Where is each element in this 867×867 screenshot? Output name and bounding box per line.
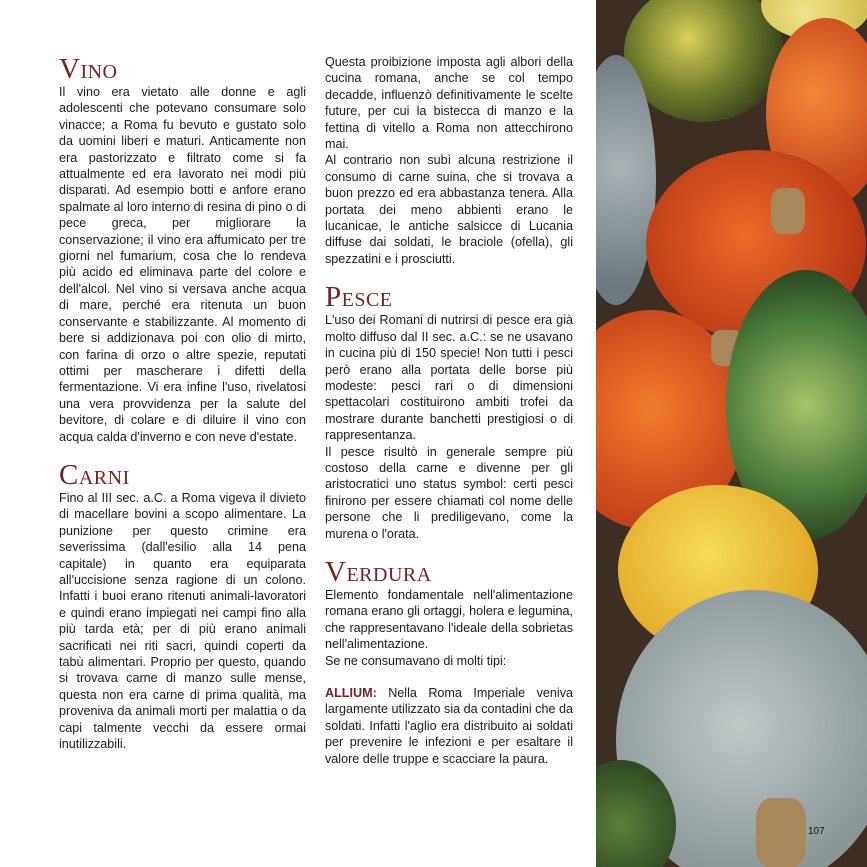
left-column	[59, 54, 306, 752]
carni-paragraph-3: Al contrario non subì alcuna restrizione il consumo di carne suina, che si trovava a buon prezzo ed era abbastanza tenera. Alla portata dei meno abbienti erano le lucanicae, le antiche salsicce di Lucania diffuse dai soldati, le braciole (ofella), gli spezzatini e i prosciutti.	[325, 153, 573, 266]
allium-label: ALLIUM:	[325, 686, 377, 700]
carni-paragraph-2: Questa proibizione imposta agli albori della cucina romana, anche se col tempo decadde, influenzò definitivamente le scelte future, per cui la bistecca di manzo e la fettina di vitello a Roma non attecchirono mai.	[325, 55, 573, 152]
pesce-paragraph-2: Il pesce risultò in generale sempre più costoso della carne e divenne per gli aristocratici uno status symbol: certi pesci finirono per essere chiamati col nome delle persone che li prediligevano, come la murena o l'orata.	[325, 444, 573, 541]
pesce-paragraph-1: L'uso dei Romani di nutrirsi di pesce era già molto diffuso dal II sec. a.C.: se ne usavano in cucina più di 150 specie! Non tutti i pesci però erano alla portata delle borse più modeste: pesci rari o di dimensioni spettacolari costituirono ambiti trofei da mostrare durante banchetti prestigiosi o di rappresentanza.	[325, 313, 573, 443]
carni-paragraph-1: Fino al III sec. a.C. a Roma vigeva il divieto di macellare bovini a scopo alimentare. La punizione per questo crimine era severissima (dall'esilio alla 14 pena capitale) in quanto era equiparata all'uccisione senza ragione di un colono. Infatti i buoi erano ritenuti animali-lavoratori e quindi erano impiegati nei campi fino alla più tarda età; per di più erano animali sacrificati nei riti sacri, quindi coperti da tabù alimentari. Proprio per questo, quando si trovava carne di manzo sulle mense, questa non era carne di prima qualità, ma proveniva da animali morti per malattia o da capi talmente vecchi da essere ormai inutilizzabili.	[59, 490, 306, 752]
vino-paragraph: Il vino era vietato alle donne e agli adolescenti che potevano consumare solo vinacce; a Roma fu bevuto e gustato solo da uomini liberi e maturi. Anticamente non era pastorizzato e filtrato come si fa attualmente ed era lavorato nei modi più disparati. Ad esempio botti e anfore erano spalmate al loro interno di resina di pino o di pece greca, per migliorare la conservazione; il vino era affumicato per tre giorni nel fumarium, cosa che lo rendeva più acido ed eliminava parte del colore e dell'alcol. Nel vino si versava anche acqua di mare, perché era ritenuta un buon conservante e stabilizzante. Al momento di bere si addizionava poi con olio di mirto, con farina di orzo o altre spezie, reputati ottimi per mascherare i difetti della fermentazione. Vi era infine l'uso, rivelatosi una vera provvidenza per la salute del bevitore, di colare e di diluire il vino con acqua calda d'inverno e con neve d'estate.	[59, 85, 306, 444]
striped-squash	[624, 0, 784, 122]
heading-vino: Vino	[59, 53, 118, 85]
pumpkin-stem	[771, 188, 805, 234]
squash-photo	[596, 0, 867, 867]
heading-pesce: Pesce	[325, 281, 393, 314]
page-number: 107	[808, 826, 825, 837]
spacer	[325, 669, 573, 685]
right-column	[325, 54, 573, 767]
grey-pumpkin-stem	[756, 798, 806, 867]
heading-verdura: Verdura	[325, 555, 432, 588]
heading-carni: Carni	[59, 458, 130, 491]
verdura-paragraph-1: Elemento fondamentale nell'alimentazione romana erano gli ortaggi, holera e legumina, che rappresentavano l'ideale della sobrietas nell'alimentazione.	[325, 587, 573, 652]
allium-paragraph	[325, 685, 573, 767]
allium-text: Nella Roma Imperiale veniva largamente utilizzato sia da contadini che da soldati. Infatti l'aglio era distribuito ai soldati per prevenire le infezioni e per esaltare il valore delle truppe e scacciare la paura.	[325, 686, 573, 766]
verdura-paragraph-2: Se ne consumavano di molti tipi:	[325, 653, 507, 668]
